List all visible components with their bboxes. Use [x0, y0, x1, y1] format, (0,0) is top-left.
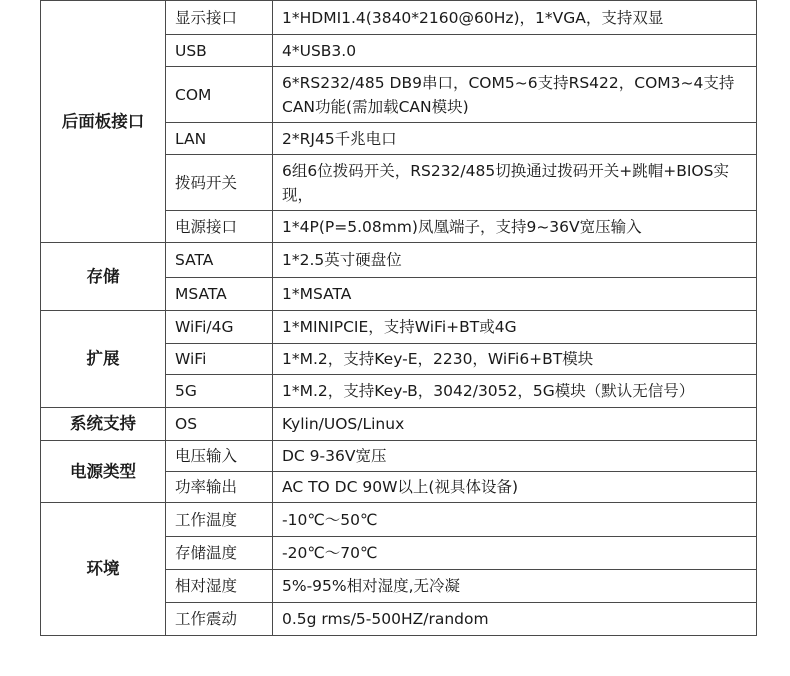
- spec-value-cell: 5%-95%相对湿度,无冷凝: [273, 570, 757, 603]
- spec-name-cell: 工作温度: [166, 503, 273, 537]
- category-cell: 扩展: [41, 311, 166, 408]
- spec-name-cell: USB: [166, 35, 273, 67]
- spec-name-cell: 工作震动: [166, 603, 273, 636]
- spec-value-cell: 2*RJ45千兆电口: [273, 123, 757, 155]
- spec-name-cell: 电源接口: [166, 211, 273, 243]
- spec-value-cell: 6*RS232/485 DB9串口，COM5~6支持RS422，COM3~4支持CAN功能(需加载CAN模块): [273, 67, 757, 123]
- spec-name-cell: SATA: [166, 243, 273, 278]
- spec-name-cell: 5G: [166, 375, 273, 408]
- spec-value-cell: DC 9-36V宽压: [273, 441, 757, 472]
- category-cell: 系统支持: [41, 408, 166, 441]
- spec-table: [40, 0, 757, 636]
- spec-name-cell: LAN: [166, 123, 273, 155]
- spec-value-cell: 1*M.2，支持Key-B，3042/3052，5G模块（默认无信号）: [273, 375, 757, 408]
- spec-name-cell: 功率输出: [166, 472, 273, 503]
- table-row: [41, 503, 757, 537]
- spec-value-cell: 1*MSATA: [273, 278, 757, 311]
- spec-value-cell: -10℃～50℃: [273, 503, 757, 537]
- category-cell: 电源类型: [41, 441, 166, 503]
- spec-name-cell: OS: [166, 408, 273, 441]
- spec-value-cell: AC TO DC 90W以上(视具体设备): [273, 472, 757, 503]
- spec-value-cell: Kylin/UOS/Linux: [273, 408, 757, 441]
- table-row: [41, 441, 757, 472]
- spec-value-cell: 6组6位拨码开关，RS232/485切换通过拨码开关+跳帽+BIOS实现，: [273, 155, 757, 211]
- spec-name-cell: 电压输入: [166, 441, 273, 472]
- spec-value-cell: -20℃～70℃: [273, 537, 757, 570]
- category-cell: 环境: [41, 503, 166, 636]
- spec-value-cell: 4*USB3.0: [273, 35, 757, 67]
- spec-name-cell: MSATA: [166, 278, 273, 311]
- spec-name-cell: WiFi/4G: [166, 311, 273, 344]
- category-cell: 存储: [41, 243, 166, 311]
- spec-name-cell: WiFi: [166, 344, 273, 375]
- spec-name-cell: 存储温度: [166, 537, 273, 570]
- spec-name-cell: 相对湿度: [166, 570, 273, 603]
- table-row: [41, 311, 757, 344]
- spec-name-cell: COM: [166, 67, 273, 123]
- table-row: [41, 1, 757, 35]
- spec-value-cell: 1*4P(P=5.08mm)凤凰端子，支持9~36V宽压输入: [273, 211, 757, 243]
- spec-value-cell: 1*M.2，支持Key-E，2230，WiFi6+BT模块: [273, 344, 757, 375]
- table-row: [41, 408, 757, 441]
- spec-name-cell: 显示接口: [166, 1, 273, 35]
- spec-name-cell: 拨码开关: [166, 155, 273, 211]
- category-cell: 后面板接口: [41, 1, 166, 243]
- table-row: [41, 243, 757, 278]
- spec-value-cell: 0.5g rms/5-500HZ/random: [273, 603, 757, 636]
- spec-table-body: [41, 0, 757, 636]
- spec-value-cell: 1*2.5英寸硬盘位: [273, 243, 757, 278]
- spec-value-cell: 1*MINIPCIE，支持WiFi+BT或4G: [273, 311, 757, 344]
- spec-value-cell: 1*HDMI1.4(3840*2160@60Hz)，1*VGA，支持双显: [273, 1, 757, 35]
